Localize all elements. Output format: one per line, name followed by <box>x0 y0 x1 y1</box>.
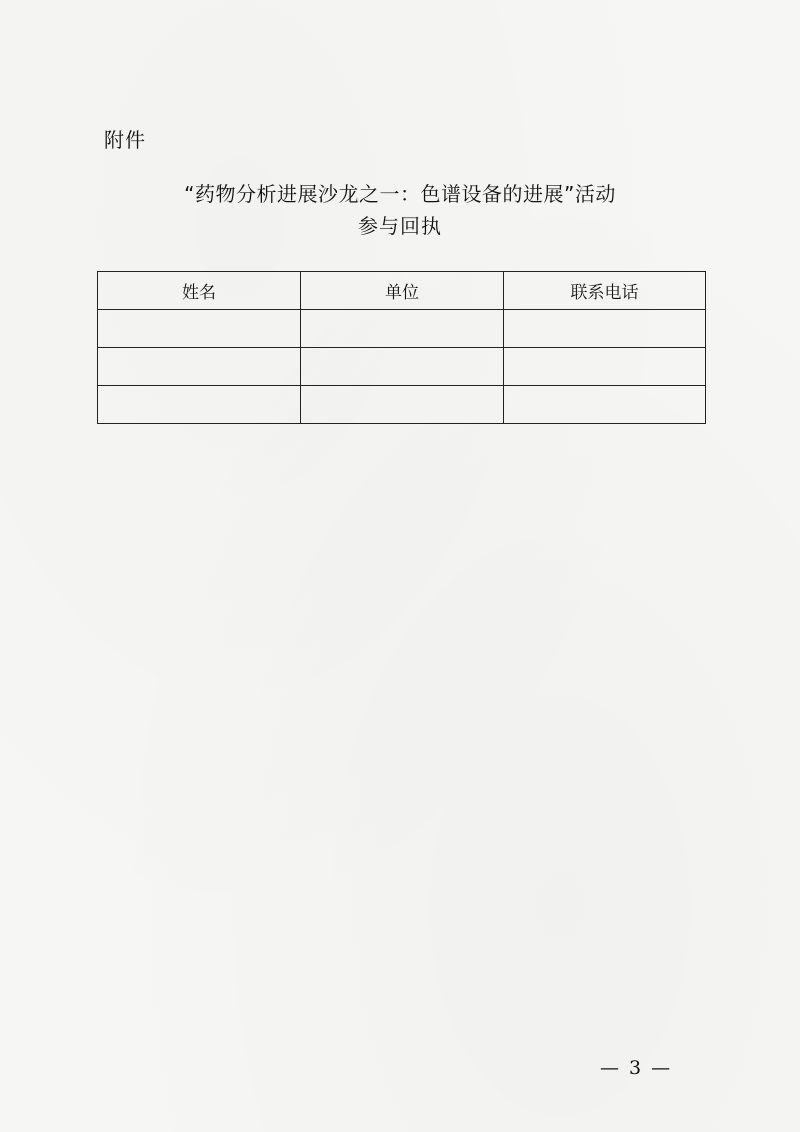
organization-cell <box>301 310 504 348</box>
name-cell <box>98 310 301 348</box>
document-subtitle: 参与回执 <box>358 214 442 238</box>
organization-cell <box>301 348 504 386</box>
phone-cell <box>504 348 706 386</box>
phone-cell <box>504 310 706 348</box>
reply-form-table <box>97 271 706 424</box>
organization-cell <box>301 386 504 424</box>
name-cell <box>98 386 301 424</box>
table-row <box>98 348 706 386</box>
column-header-phone: 联系电话 <box>504 272 706 310</box>
attachment-label: 附件 <box>104 128 146 152</box>
column-header-organization: 单位 <box>301 272 504 310</box>
page-number: — 3 — <box>600 1057 673 1079</box>
document-title: “药物分析进展沙龙之一：色谱设备的进展”活动 <box>184 182 616 206</box>
column-header-name: 姓名 <box>98 272 301 310</box>
name-cell <box>98 348 301 386</box>
phone-cell <box>504 386 706 424</box>
table-row <box>98 310 706 348</box>
table-row <box>98 386 706 424</box>
table-header-row <box>98 272 706 310</box>
